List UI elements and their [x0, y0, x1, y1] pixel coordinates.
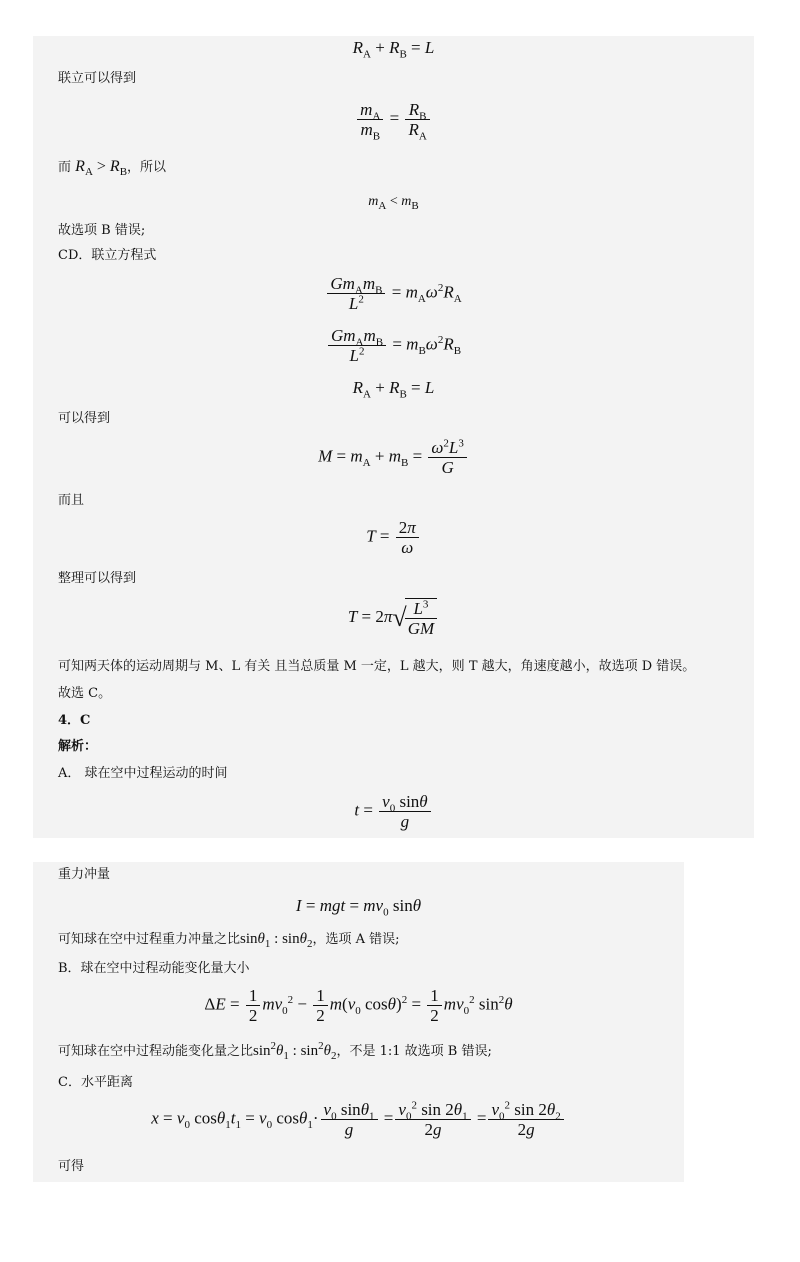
- equation-sum-radii: $R_A + R_B = L$: [352, 38, 435, 61]
- text-impulse-ratio: 可知球在空中过程重力冲量之比sinθ$_1$ : sinθ$_2$，选项 A 错误;: [58, 931, 400, 950]
- text-zhongli: 重力冲量: [58, 867, 111, 882]
- equation-sum-radii-2: $R_A + R_B = L$: [352, 378, 435, 401]
- text-erqie: 而且: [58, 493, 85, 508]
- text-kede: 可得: [58, 1159, 85, 1174]
- text-ke-ratio: 可知球在空中过程动能变化量之比$\sin^2\theta_1$ : $\sin^2\theta_2$，不是 1:1 故选项 B 错误;: [58, 1040, 492, 1062]
- text-option-a: A． 球在空中过程运动的时间: [58, 766, 228, 781]
- equation-period-omega: T = $\frac{2\pi}{\omega}$: [33, 518, 754, 557]
- text-question-4: 4．C: [58, 713, 91, 728]
- text-zhengli: 整理可以得到: [58, 571, 137, 586]
- equation-total-mass: $M = m_A + m_B$ = $\frac{\omega^2L^3}{G}$: [33, 438, 754, 477]
- equation-horizontal-range: $x = v_0$ $\cos\theta_1t_1 = v_0$ cosθ$_1$· $\frac{v_0 \sin\theta_1}{g}$ = $\frac{v_0^2 \sin 2\theta_1}{2g}$ = $\frac{v_0^2 \sin 2\theta_2}{2g}$: [33, 1100, 684, 1139]
- text-jiexi: 解析：: [58, 739, 98, 754]
- equation-kinetic-energy: ΔE = $\frac{1}{2}$ $mv_0^2$ − $\frac{1}{2}$ $m(v_0$ cosθ)$^2$ = $\frac{1}{2}$ $mv_0^2$ $\sin^2\theta$: [204, 986, 513, 1025]
- equation-impulse: I = mgt = $mv_0$ sinθ: [295, 896, 422, 919]
- text-er-ra-gt-rb: 而 $R_A > R_B$，所以: [58, 158, 167, 179]
- equation-mass-ratio: $\frac{m_A}{m_B}$ = $\frac{R_B}{R_A}$: [33, 100, 754, 139]
- equation-mass-compare: $m_A < m_B$: [368, 194, 419, 212]
- text-kezhi-period: 可知两天体的运动周期与 M、L 有关 且当总质量 M 一定，L 越大，则 T 越大，角速度越小，故选项 D 错误。: [58, 659, 696, 674]
- equation-flight-time: t = $\frac{v_0 \sin\theta}{g}$: [33, 792, 754, 831]
- text-guxuan-c: 故选 C。: [58, 686, 112, 701]
- solution-panel-1: [33, 36, 754, 838]
- text-option-b-wrong: 故选项 B 错误;: [58, 223, 146, 238]
- equation-period-final: T = 2π√ $\frac{L^3}{GM}$: [33, 598, 754, 638]
- text-lianli: 联立可以得到: [58, 71, 137, 86]
- solution-panel-2: [33, 862, 684, 1182]
- text-keyi: 可以得到: [58, 411, 111, 426]
- text-option-b: B．球在空中过程动能变化量大小: [58, 961, 250, 976]
- equation-gravity-b: $\frac{Gm_Am_B}{L^2}$ = $m_B\omega^2R_B$: [33, 326, 754, 365]
- text-cd-heading: CD．联立方程式: [58, 248, 157, 263]
- text-option-c: C．水平距离: [58, 1075, 133, 1090]
- equation-gravity-a: $\frac{Gm_Am_B}{L^2}$ = $m_A\omega^2R_A$: [33, 274, 754, 313]
